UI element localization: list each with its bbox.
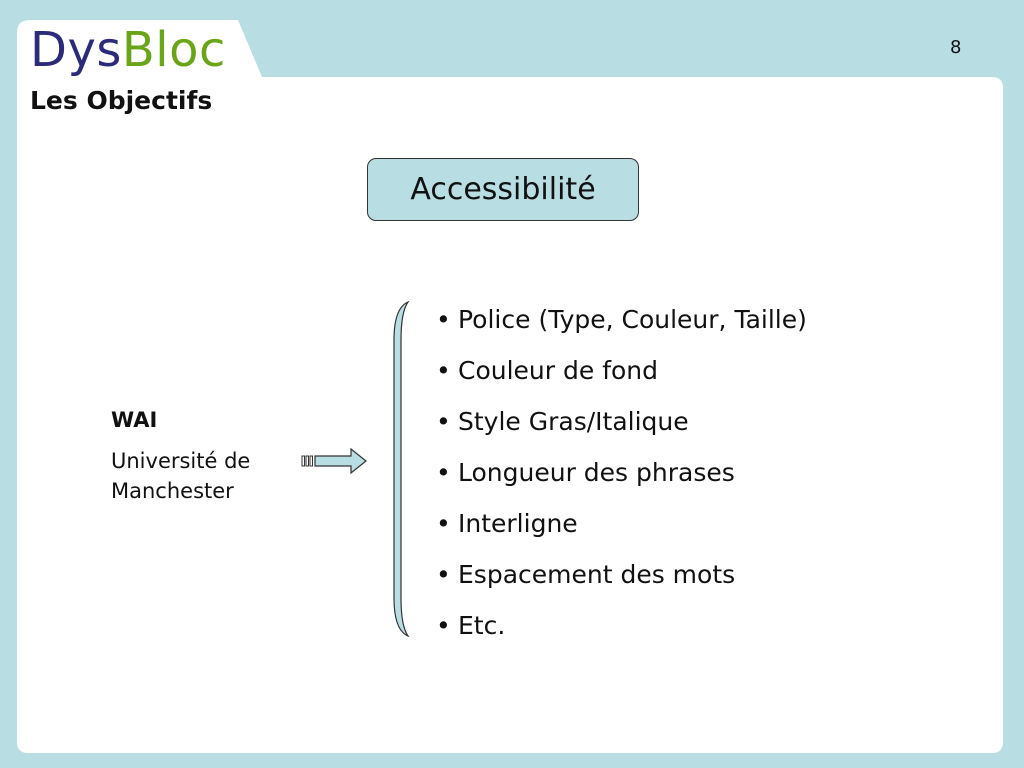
feature-list xyxy=(436,302,807,659)
list-item-label: Style Gras/Italique xyxy=(458,407,689,436)
page-subtitle: Les Objectifs xyxy=(30,86,213,115)
list-item xyxy=(436,302,807,353)
source-line-2: Manchester xyxy=(111,479,234,503)
title-box-label: Accessibilité xyxy=(410,172,596,207)
brand-bloc: Bloc xyxy=(121,22,226,78)
bullet-icon: • xyxy=(436,305,451,334)
brand-logo xyxy=(30,22,226,78)
bullet-icon: • xyxy=(436,356,451,385)
title-box xyxy=(367,158,639,221)
list-item-label: Espacement des mots xyxy=(458,560,736,589)
list-item xyxy=(436,506,807,557)
list-item xyxy=(436,353,807,404)
bullet-icon: • xyxy=(436,407,451,436)
source-heading: WAI xyxy=(111,408,158,432)
bullet-icon: • xyxy=(436,560,451,589)
list-item xyxy=(436,455,807,506)
list-item-label: Etc. xyxy=(458,611,506,640)
right-arrow-icon xyxy=(298,445,373,477)
left-brace-icon xyxy=(388,300,412,638)
list-item-label: Police (Type, Couleur, Taille) xyxy=(458,305,807,334)
list-item xyxy=(436,404,807,455)
bullet-icon: • xyxy=(436,509,451,538)
source-block xyxy=(111,408,311,506)
list-item xyxy=(436,608,807,659)
bullet-icon: • xyxy=(436,611,451,640)
list-item-label: Longueur des phrases xyxy=(458,458,735,487)
bullet-icon: • xyxy=(436,458,451,487)
source-line-1: Université de xyxy=(111,449,251,473)
list-item-label: Couleur de fond xyxy=(458,356,658,385)
list-item-label: Interligne xyxy=(458,509,578,538)
list-item xyxy=(436,557,807,608)
slide-number: 8 xyxy=(950,37,962,58)
brand-dys: Dys xyxy=(30,22,122,78)
